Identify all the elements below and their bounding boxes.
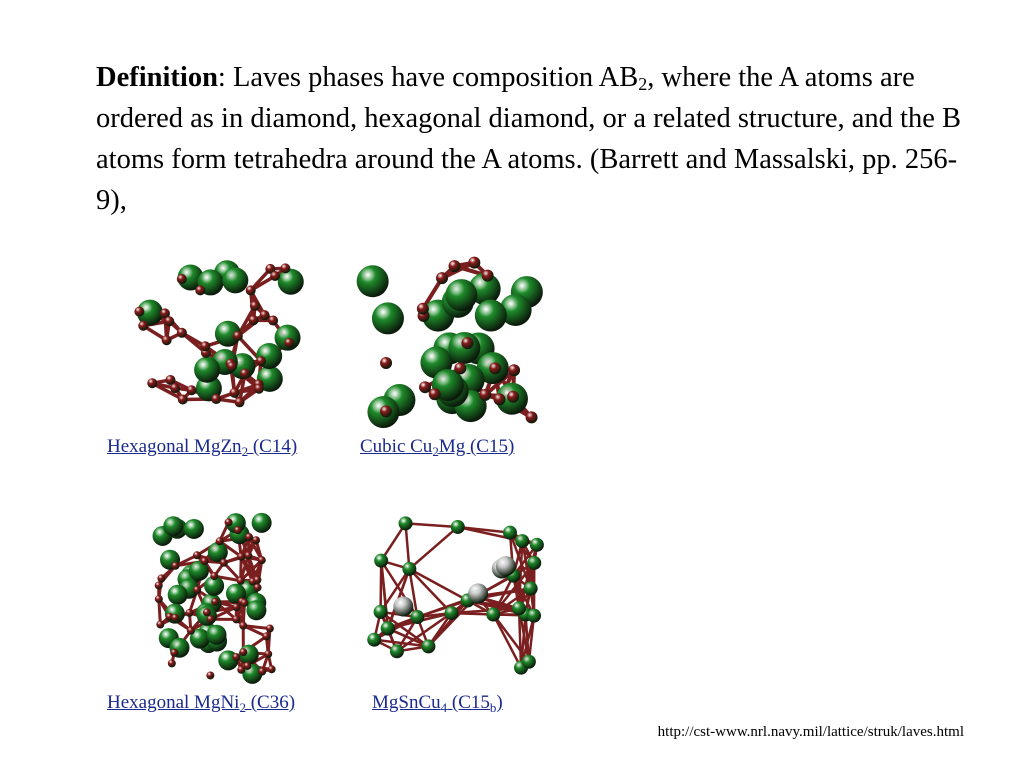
b-atom-sphere [138, 321, 148, 331]
b-atom-sphere [374, 554, 388, 568]
a-atom-sphere [445, 279, 477, 311]
c14-crystal-structure-image [125, 255, 305, 425]
b-atom-sphere [461, 337, 473, 349]
sn-atom-sphere [468, 583, 488, 603]
figure-c15-structure [355, 250, 550, 430]
b-atom-sphere [526, 411, 538, 423]
b-atom-sphere [493, 393, 505, 405]
b-atom-sphere [256, 356, 266, 366]
caption-link-c15[interactable] [360, 436, 514, 458]
a-atom-sphere [278, 269, 304, 295]
b-atom-sphere [233, 331, 243, 341]
caption-c15-post: Mg (C15) [438, 436, 515, 457]
b-atom-sphere [164, 316, 174, 326]
b-atom-sphere [211, 394, 221, 404]
b-atom-sphere [527, 556, 541, 570]
caption-link-c14[interactable] [107, 436, 297, 458]
b-atom-sphere [185, 609, 193, 617]
b-atom-sphere [268, 316, 278, 326]
b-atom-sphere [170, 383, 180, 393]
b-atom-sphere [245, 533, 253, 541]
b-atom-sphere [168, 659, 176, 667]
b-atom-sphere [527, 609, 541, 623]
b-atom-sphere [419, 381, 431, 393]
b-atom-sphere [210, 572, 218, 580]
b-atom-sphere [522, 655, 536, 669]
caption-link-c36[interactable] [107, 692, 295, 714]
b-atom-sphere [240, 599, 248, 607]
b-atom-sphere [410, 610, 424, 624]
b-atom-sphere [254, 384, 264, 394]
caption-c15-text: Cubic Cu [360, 436, 433, 457]
caption-c15b-post2: ) [496, 692, 503, 713]
source-url: http://cst-www.nrl.navy.mil/lattice/struk/laves.html [657, 724, 964, 740]
b-atom-sphere [177, 274, 187, 284]
b-atom-sphere [234, 526, 242, 534]
b-atom-sphere [229, 388, 239, 398]
b-atom-sphere [232, 603, 240, 611]
caption-c14-sub: 2 [241, 444, 249, 459]
b-atom-sphere [171, 614, 179, 622]
b-atom-sphere [134, 307, 144, 317]
b-atom-sphere [380, 357, 392, 369]
b-atom-sphere [147, 378, 157, 388]
b-atom-sphere [417, 303, 429, 315]
sn-atom-sphere [496, 556, 516, 576]
b-atom-sphere [203, 608, 211, 616]
caption-c14-text: Hexagonal MgZn [107, 436, 242, 457]
b-atom-sphere [157, 574, 165, 582]
a-atom-sphere [357, 265, 389, 297]
b-atom-sphere [207, 615, 215, 623]
sn-atom-sphere [393, 596, 413, 616]
b-atom-sphere [486, 608, 500, 622]
a-atom-sphere [168, 585, 188, 605]
b-atom-sphere [235, 397, 245, 407]
caption-c36-text: Hexagonal MgNi [107, 692, 240, 713]
caption-c36-post: (C36) [245, 692, 296, 713]
b-atom-sphere [381, 621, 395, 635]
b-atom-sphere [155, 595, 163, 603]
b-atom-sphere [195, 285, 205, 295]
b-atom-sphere [246, 285, 256, 295]
definition-paragraph [96, 57, 976, 221]
b-atom-sphere [374, 605, 388, 619]
b-atom-sphere [429, 388, 441, 400]
b-atom-sphere [468, 257, 480, 269]
b-atom-sphere [515, 534, 529, 548]
b-atom-sphere [508, 364, 520, 376]
b-atom-sphere [237, 553, 245, 561]
b-atom-sphere [454, 362, 466, 374]
b-atom-sphere [262, 632, 270, 640]
c15b-crystal-structure-image [360, 505, 545, 685]
b-atom-sphere [171, 562, 179, 570]
b-atom-sphere [239, 622, 247, 630]
a-atom-sphere [252, 513, 272, 533]
b-atom-sphere [390, 644, 404, 658]
b-atom-sphere [187, 385, 197, 395]
b-atom-sphere [270, 271, 280, 281]
b-atom-sphere [193, 551, 201, 559]
b-atom-sphere [266, 625, 274, 633]
b-atom-sphere [227, 361, 237, 371]
b-atom-sphere [237, 577, 245, 585]
definition-text-2: , where the A atoms are ordered as in diamond, hexagonal diamond, or a related structure, and the B atoms form tetrahedra around the A atoms. (Barrett and Massalski, pp. 256-9), [96, 62, 962, 216]
caption-c14-post: (C14) [248, 436, 298, 457]
a-atom-sphere [246, 600, 266, 620]
b-atom-sphere [524, 582, 538, 596]
b-atom-sphere [170, 649, 178, 657]
b-atom-sphere [206, 671, 214, 679]
b-atom-sphere [264, 650, 272, 658]
b-atom-sphere [155, 581, 163, 589]
a-atom-sphere [207, 625, 227, 645]
a-atom-sphere [194, 357, 220, 383]
b-atom-sphere [240, 369, 250, 379]
a-atom-sphere [163, 516, 183, 536]
c36-crystal-structure-image [150, 508, 280, 686]
b-atom-sphere [258, 556, 266, 564]
caption-c15b-post: (C15 [447, 692, 490, 713]
b-atom-sphere [156, 620, 164, 628]
b-atom-sphere [193, 586, 201, 594]
b-atom-sphere [268, 665, 276, 673]
bond-line [409, 527, 457, 569]
caption-link-c15b[interactable] [372, 692, 503, 714]
figure-c15b-structure [360, 505, 545, 685]
a-atom-sphere [222, 267, 248, 293]
b-atom-sphere [211, 598, 219, 606]
definition-text-1: : Laves phases have composition AB [217, 62, 639, 93]
caption-c15b-sub2: b [489, 700, 497, 715]
b-atom-sphere [512, 601, 526, 615]
b-atom-sphere [200, 341, 210, 351]
figure-c14-structure [125, 255, 305, 425]
figure-c36-structure [150, 508, 280, 686]
b-atom-sphere [254, 584, 262, 592]
b-atom-sphere [402, 562, 416, 576]
b-atom-sphere [482, 270, 494, 282]
b-atom-sphere [367, 633, 381, 647]
b-atom-sphere [252, 536, 260, 544]
b-atom-sphere [162, 335, 172, 345]
a-atom-sphere [475, 300, 507, 332]
b-atom-sphere [260, 310, 270, 320]
c15-crystal-structure-image [355, 250, 550, 430]
definition-subscript: 2 [638, 74, 648, 94]
b-atom-sphere [436, 272, 448, 284]
b-atom-sphere [232, 653, 240, 661]
b-atom-sphere [489, 362, 501, 374]
b-atom-sphere [220, 559, 228, 567]
b-atom-sphere [284, 338, 294, 348]
b-atom-sphere [399, 516, 413, 530]
b-atom-sphere [451, 520, 465, 534]
bond-line [406, 523, 458, 527]
b-atom-sphere [178, 394, 188, 404]
definition-term: Definition [96, 62, 218, 93]
b-atom-sphere [444, 606, 458, 620]
b-atom-sphere [216, 537, 224, 545]
b-atom-sphere [244, 552, 252, 560]
b-atom-sphere [507, 391, 519, 403]
a-atom-sphere [184, 519, 204, 539]
b-atom-sphere [225, 518, 233, 526]
bond-line [493, 615, 521, 668]
b-atom-sphere [530, 538, 544, 552]
b-atom-sphere [280, 263, 290, 273]
b-atom-sphere [250, 301, 260, 311]
b-atom-sphere [479, 389, 491, 401]
b-atom-sphere [177, 328, 187, 338]
b-atom-sphere [187, 627, 195, 635]
b-atom-sphere [258, 668, 266, 676]
b-atom-sphere [421, 639, 435, 653]
caption-c15b-sub: 4 [440, 700, 448, 715]
b-atom-sphere [237, 666, 245, 674]
b-atom-sphere [253, 576, 261, 584]
b-atom-sphere [503, 526, 517, 540]
caption-c15-sub: 2 [432, 444, 439, 459]
b-atom-sphere [239, 648, 247, 656]
a-atom-sphere [372, 302, 404, 334]
bond-line [409, 569, 467, 601]
b-atom-sphere [249, 315, 259, 325]
b-atom-sphere [232, 615, 240, 623]
b-atom-sphere [201, 557, 209, 565]
caption-c36-sub: 2 [239, 700, 246, 715]
b-atom-sphere [380, 405, 392, 417]
caption-c15b-text: MgSnCu [372, 692, 441, 713]
b-atom-sphere [449, 260, 461, 272]
